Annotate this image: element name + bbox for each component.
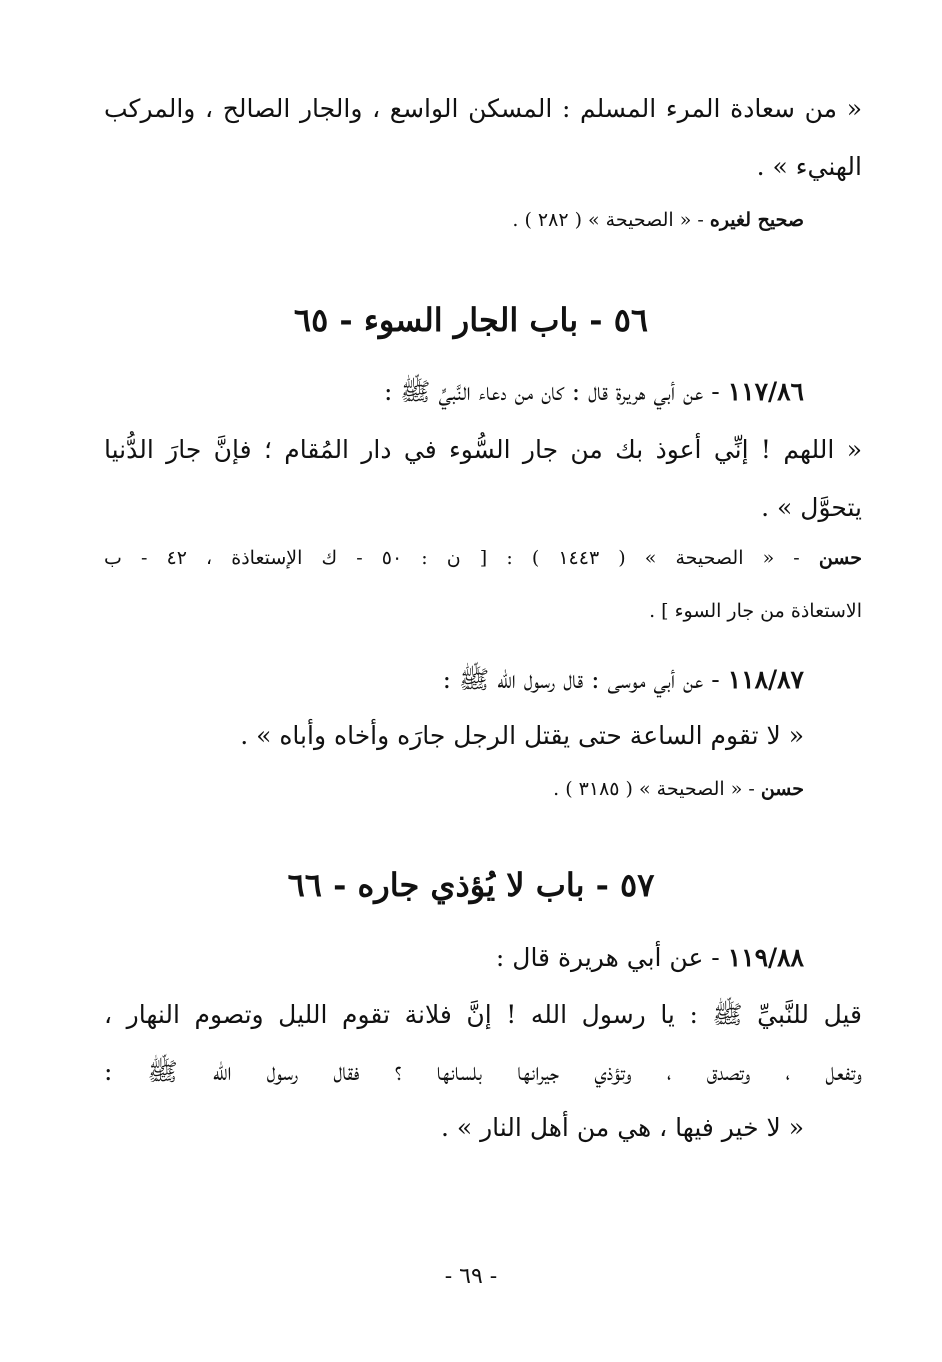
chapter-57-heading: ٥٧ - باب لا يُؤذي جاره - ٦٦ [287,866,655,904]
hadith-117-reference-line-1 [104,538,862,578]
grade-label: حسن [818,547,862,569]
hadith-117-isnad [384,372,804,412]
page-number: - ٦٩ - [444,1264,498,1289]
intro-reference [512,200,804,240]
isnad-text: - عن أبي هريرة قال : [495,943,720,972]
hadith-117-matn-line-2: يتحوَّل » . [761,493,862,522]
hadith-119-matn: « لا خير فيها ، هي من أهل النار » . [440,1113,804,1142]
intro-line-1: « من سعادة المرء المسلم : المسكن الواسع ، والجار الصالح ، والمركب [104,94,862,123]
hadith-119-text-line-1: قيل للنَّبيِّ ﷺ : يا رسول الله ! إنَّ فلانة تقوم الليل وتصوم النهار ، [104,1000,862,1029]
hadith-number: ١١٨/٨٧ [727,665,804,694]
hadith-number: ١١٩/٨٨ [727,943,804,972]
isnad-text: - عن أبي موسى : قال رسول الله ﷺ : [442,665,720,694]
isnad-text: - عن أبي هريرة قال : كان من دعاء النَّبيِّ ﷺ : [383,377,720,406]
chapter-56-heading: ٥٦ - باب الجار السوء - ٦٥ [293,301,649,339]
hadith-118-matn: « لا تقوم الساعة حتى يقتل الرجل جارَه وأخاه وأباه » . [240,721,804,750]
hadith-117-reference-line-2: الاستعاذة من جار السوء ] . [649,600,862,622]
intro-line-2: الهنيء » . [756,152,862,181]
grade-label: صحيح لغيره [709,209,804,231]
reference-text: - « الصحيحة » ( ٢٨٢ ) . [512,209,704,231]
hadith-119-text-line-2: وتفعل ، وتصدق ، وتؤذي جيرانها بلسانها ؟ فقال رسول الله ﷺ : [104,1057,862,1086]
reference-text: - « الصحيحة » ( ١٤٤٣ ) : [ ن : ٥٠ - ك الإستعاذة ، ٤٢ - ب [104,547,800,569]
reference-text: - « الصحيحة » ( ٣١٨٥ ) . [553,778,755,800]
hadith-117-matn-line-1: « اللهم ! إنِّي أعوذ بك من جار السُّوء في دار المُقام ؛ فإنَّ جارَ الدُّنيا [104,435,862,464]
hadith-118-isnad [443,660,804,700]
hadith-119-isnad [496,938,804,978]
hadith-118-reference [553,769,804,809]
grade-label: حسن [760,778,804,800]
hadith-number: ١١٧/٨٦ [727,377,804,406]
